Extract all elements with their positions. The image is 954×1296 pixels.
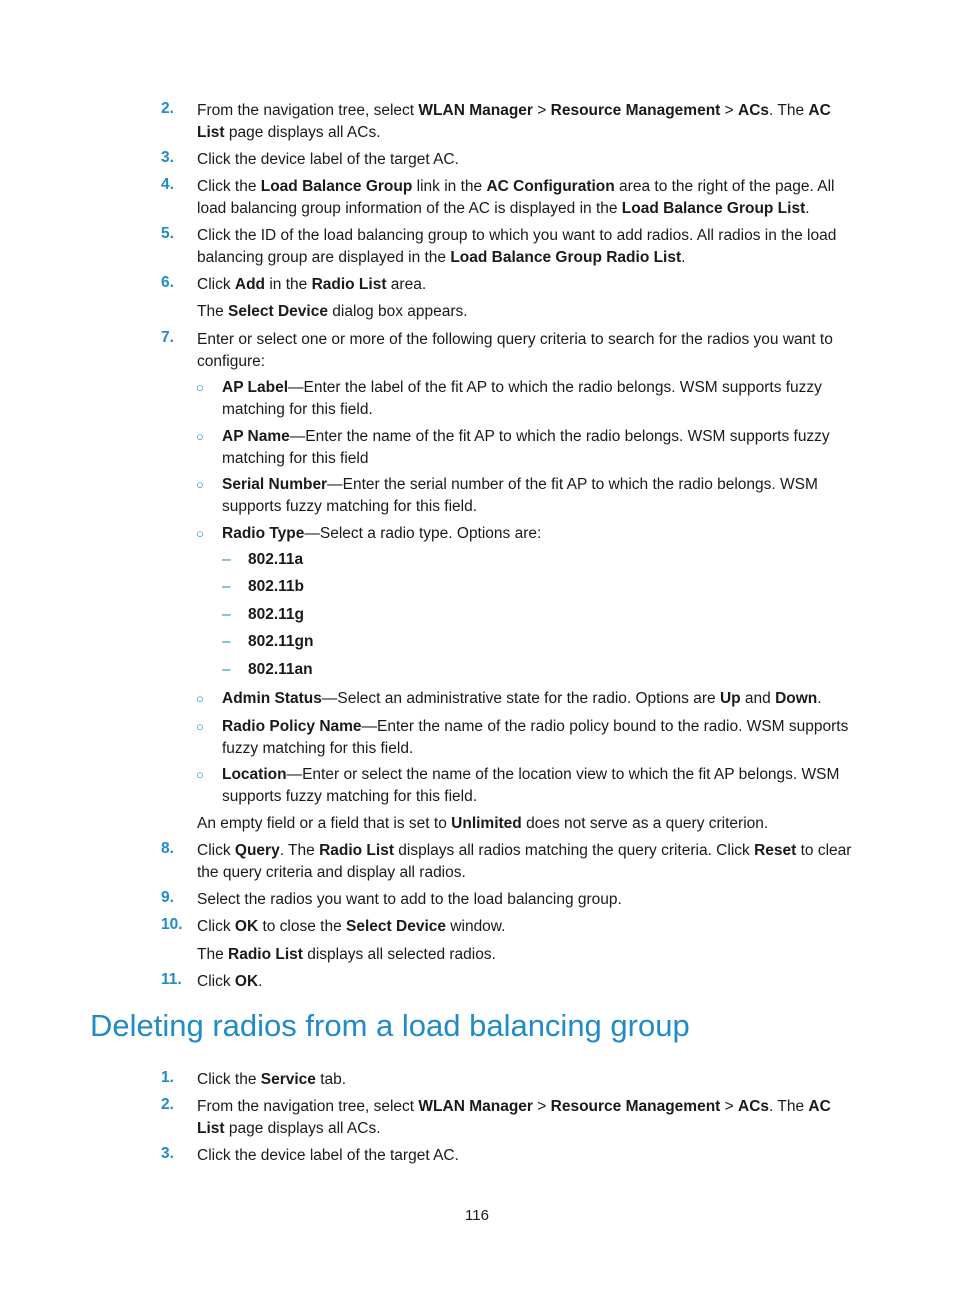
step-text: Click the ID of the load balancing group to which you want to add radios. All radios in the load balancing group are displayed in the Load Balance Group Radio List.	[197, 227, 837, 266]
step-number: 11.	[161, 971, 182, 988]
radio-type-option: 802.11g	[248, 606, 305, 623]
circle-bullet-icon: ○	[196, 526, 204, 541]
radio-type-option: 802.11b	[248, 578, 305, 595]
step-number: 7.	[161, 329, 174, 346]
radio-type-option: 802.11gn	[248, 633, 314, 650]
empty-field-note: An empty field or a field that is set to Unlimited does not serve as a query criterion.	[197, 815, 769, 832]
circle-bullet-icon: ○	[196, 767, 204, 782]
criterion-item: AP Label—Enter the label of the fit AP to which the radio belongs. WSM supports fuzzy matching for this field.	[222, 379, 822, 418]
step-text: Click Query. The Radio List displays all radios matching the query criteria. Click Reset to clear the query criteria and display all radios.	[197, 842, 852, 881]
dash-bullet-icon: –	[222, 551, 231, 568]
dash-bullet-icon: –	[222, 661, 231, 678]
step-text: Select the radios you want to add to the load balancing group.	[197, 891, 622, 908]
step-number: 2.	[161, 1096, 174, 1113]
criterion-item: Radio Type—Select a radio type. Options are:	[222, 525, 542, 542]
step-number: 4.	[161, 176, 174, 193]
radio-type-option: 802.11an	[248, 661, 313, 678]
step-text: Enter or select one or more of the following query criteria to search for the radios you want to configure:	[197, 331, 833, 370]
step-text: Click OK to close the Select Device window.	[197, 918, 506, 935]
step-number: 8.	[161, 840, 174, 857]
step-number: 3.	[161, 149, 174, 166]
criterion-item: AP Name—Enter the name of the fit AP to which the radio belongs. WSM supports fuzzy matching for this field	[222, 428, 830, 467]
step-text: Click the Service tab.	[197, 1071, 347, 1088]
step-note: The Radio List displays all selected radios.	[197, 946, 496, 963]
step-number: 1.	[161, 1069, 174, 1086]
circle-bullet-icon: ○	[196, 691, 204, 706]
criterion-item: Serial Number—Enter the serial number of the fit AP to which the radio belongs. WSM supports fuzzy matching for this field.	[222, 476, 818, 515]
criterion-item: Admin Status—Select an administrative state for the radio. Options are Up and Down.	[222, 690, 822, 707]
criterion-item: Radio Policy Name—Enter the name of the radio policy bound to the radio. WSM supports fuzzy matching for this field.	[222, 718, 849, 757]
step-text: Click the Load Balance Group link in the AC Configuration area to the right of the page. All load balancing group information of the AC is displayed in the Load Balance Group List.	[197, 178, 835, 217]
step-number: 2.	[161, 100, 174, 117]
circle-bullet-icon: ○	[196, 719, 204, 734]
step-number: 3.	[161, 1145, 174, 1162]
radio-type-option: 802.11a	[248, 551, 304, 568]
step-number: 5.	[161, 225, 174, 242]
dash-bullet-icon: –	[222, 606, 231, 623]
step-number: 10.	[161, 916, 183, 933]
section-heading: Deleting radios from a load balancing group	[90, 1008, 690, 1043]
step-number: 9.	[161, 889, 174, 906]
step-text: Click the device label of the target AC.	[197, 1147, 459, 1164]
dash-bullet-icon: –	[222, 578, 231, 595]
step-text: From the navigation tree, select WLAN Manager > Resource Management > ACs. The AC List page displays all ACs.	[197, 1098, 831, 1137]
step-note: The Select Device dialog box appears.	[197, 303, 468, 320]
step-text: Click Add in the Radio List area.	[197, 276, 427, 293]
circle-bullet-icon: ○	[196, 380, 204, 395]
page-number: 116	[465, 1207, 489, 1224]
circle-bullet-icon: ○	[196, 477, 204, 492]
step-number: 6.	[161, 274, 174, 291]
circle-bullet-icon: ○	[196, 429, 204, 444]
step-text: From the navigation tree, select WLAN Manager > Resource Management > ACs. The AC List page displays all ACs.	[197, 102, 831, 141]
criterion-item: Location—Enter or select the name of the location view to which the fit AP belongs. WSM supports fuzzy matching for this field.	[222, 766, 840, 805]
step-text: Click the device label of the target AC.	[197, 151, 459, 168]
step-text: Click OK.	[197, 973, 263, 990]
dash-bullet-icon: –	[222, 633, 231, 650]
